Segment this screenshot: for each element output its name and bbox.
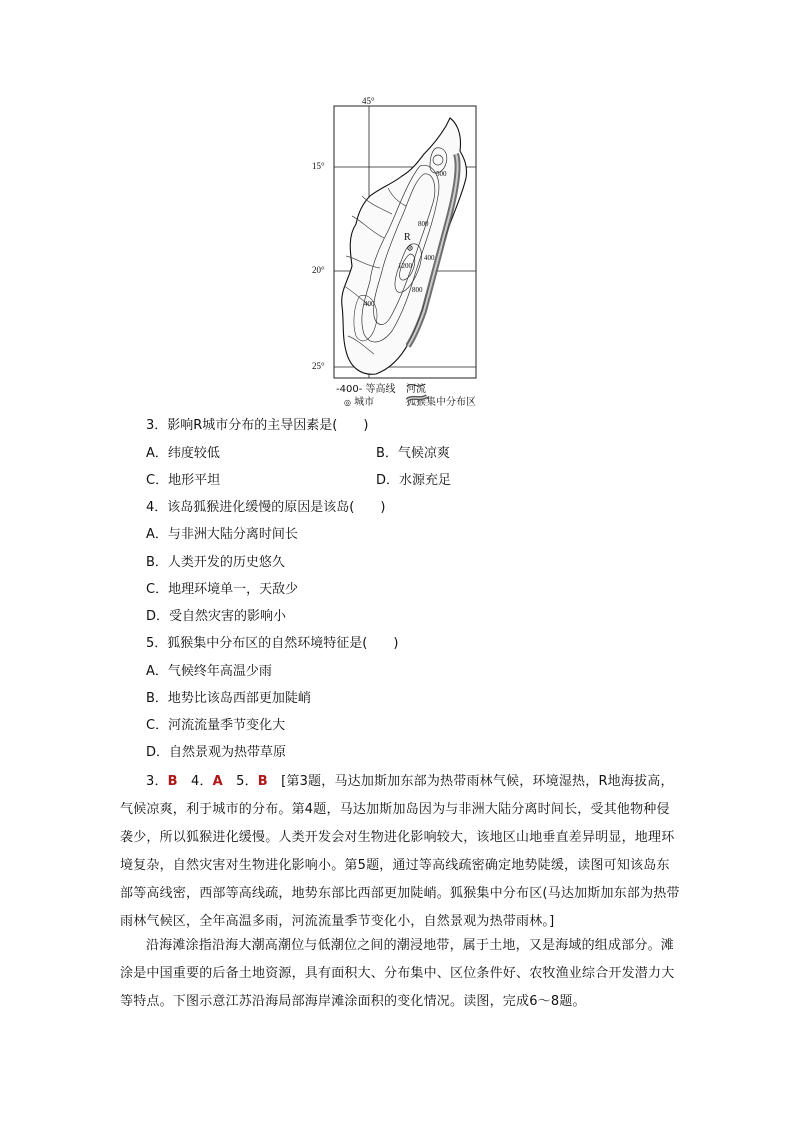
map-svg xyxy=(300,96,520,408)
contour-value: 1200 xyxy=(398,262,412,270)
question-4-option-b: B．人类开发的历史悠久 xyxy=(146,555,285,570)
madagascar-map xyxy=(300,96,520,408)
legend-contour: -400- 等高线 xyxy=(336,384,396,395)
question-3-option-b: B．气候凉爽 xyxy=(376,446,450,461)
hatched-band-icon xyxy=(406,393,428,403)
longitude-label: 45° xyxy=(362,96,375,106)
legend-lemur xyxy=(406,393,476,408)
contour-value: 500 xyxy=(436,170,447,178)
answer-4: A xyxy=(212,774,223,789)
question-4-option-a: A．与非洲大陆分离时间长 xyxy=(146,527,298,542)
city-label: R xyxy=(404,232,411,243)
question-3-option-a: A．纬度较低 xyxy=(146,446,220,461)
question-5-stem: 5．狐猴集中分布区的自然环境特征是( ) xyxy=(146,636,399,651)
question-5-option-c: C．河流流量季节变化大 xyxy=(146,718,286,733)
contour-value: 800 xyxy=(418,220,429,228)
river-icon xyxy=(406,380,426,390)
answer-3-number: 3． xyxy=(146,774,168,789)
latitude-label-25: 25° xyxy=(312,361,325,371)
answer-explanation xyxy=(120,768,680,936)
question-3-stem: 3．影响R城市分布的主导因素是( ) xyxy=(146,418,369,433)
question-3-option-c: C．地形平坦 xyxy=(146,473,221,488)
contour-value: 400 xyxy=(424,254,435,262)
intro-paragraph: 沿海滩涂指沿海大潮高潮位与低潮位之间的潮浸地带，属于土地，又是海域的组成部分。滩涂是中国重要的后备土地资源，具有面积大、分布集中、区位条件好、农牧渔业综合开发潜力大等特点。下图示意江苏沿海局部海岸滩涂面积的变化情况。读图，完成6～8题。 xyxy=(120,938,675,1009)
answer-5-number: 5． xyxy=(236,774,258,789)
latitude-label-15: 15° xyxy=(312,161,325,171)
question-3-option-d: D．水源充足 xyxy=(376,473,452,488)
contour-value: 800 xyxy=(412,286,423,294)
answer-3: B xyxy=(167,774,178,789)
legend-city xyxy=(344,393,374,408)
explanation-text: [第3题，马达加斯加东部为热带雨林气候，环境湿热，R地海拔高，气候凉爽，利于城市的分布。第4题，马达加斯加岛因为与非洲大陆分离时间长，受其他物种侵袭少，所以狐猴进化缓慢。人类开发会对生物进化影响较大，该地区山地垂直差异明显，地理环境复杂，自然灾害对生物进化影响小。第5题，通过等高线疏密确定地势陡缓，读图可知该岛东部等高线密，西部等高线疏，地势东部比西部更加陡峭。狐猴集中分布区(马达加斯加东部为热带雨林气候区，全年高温多雨，河流流量季节变化小，自然景观为热带雨林。] xyxy=(120,774,680,929)
question-5-option-b: B．地势比该岛西部更加陡峭 xyxy=(146,691,311,706)
legend-city-label: 城市 xyxy=(354,397,375,408)
contour-value: 400 xyxy=(364,300,375,308)
city-dot-center xyxy=(409,247,410,248)
answer-4-number: 4． xyxy=(190,774,213,789)
question-5-option-d: D．自然景观为热带草原 xyxy=(146,745,287,760)
latitude-label-20: 20° xyxy=(312,265,325,275)
city-dot-icon: ◎ xyxy=(344,398,351,407)
question-4-stem: 4．该岛狐猴进化缓慢的原因是该岛( ) xyxy=(146,500,386,515)
answer-5: B xyxy=(257,774,268,789)
question-4-option-c: C．地理环境单一，天敌少 xyxy=(146,582,299,597)
legend-lemur-label: 狐猴集中分布区 xyxy=(406,397,476,408)
question-4-option-d: D．受自然灾害的影响小 xyxy=(146,609,287,624)
question-5-option-a: A．气候终年高温少雨 xyxy=(146,664,272,679)
legend-river-label: 河流 xyxy=(406,384,426,395)
island-outline xyxy=(342,118,467,374)
